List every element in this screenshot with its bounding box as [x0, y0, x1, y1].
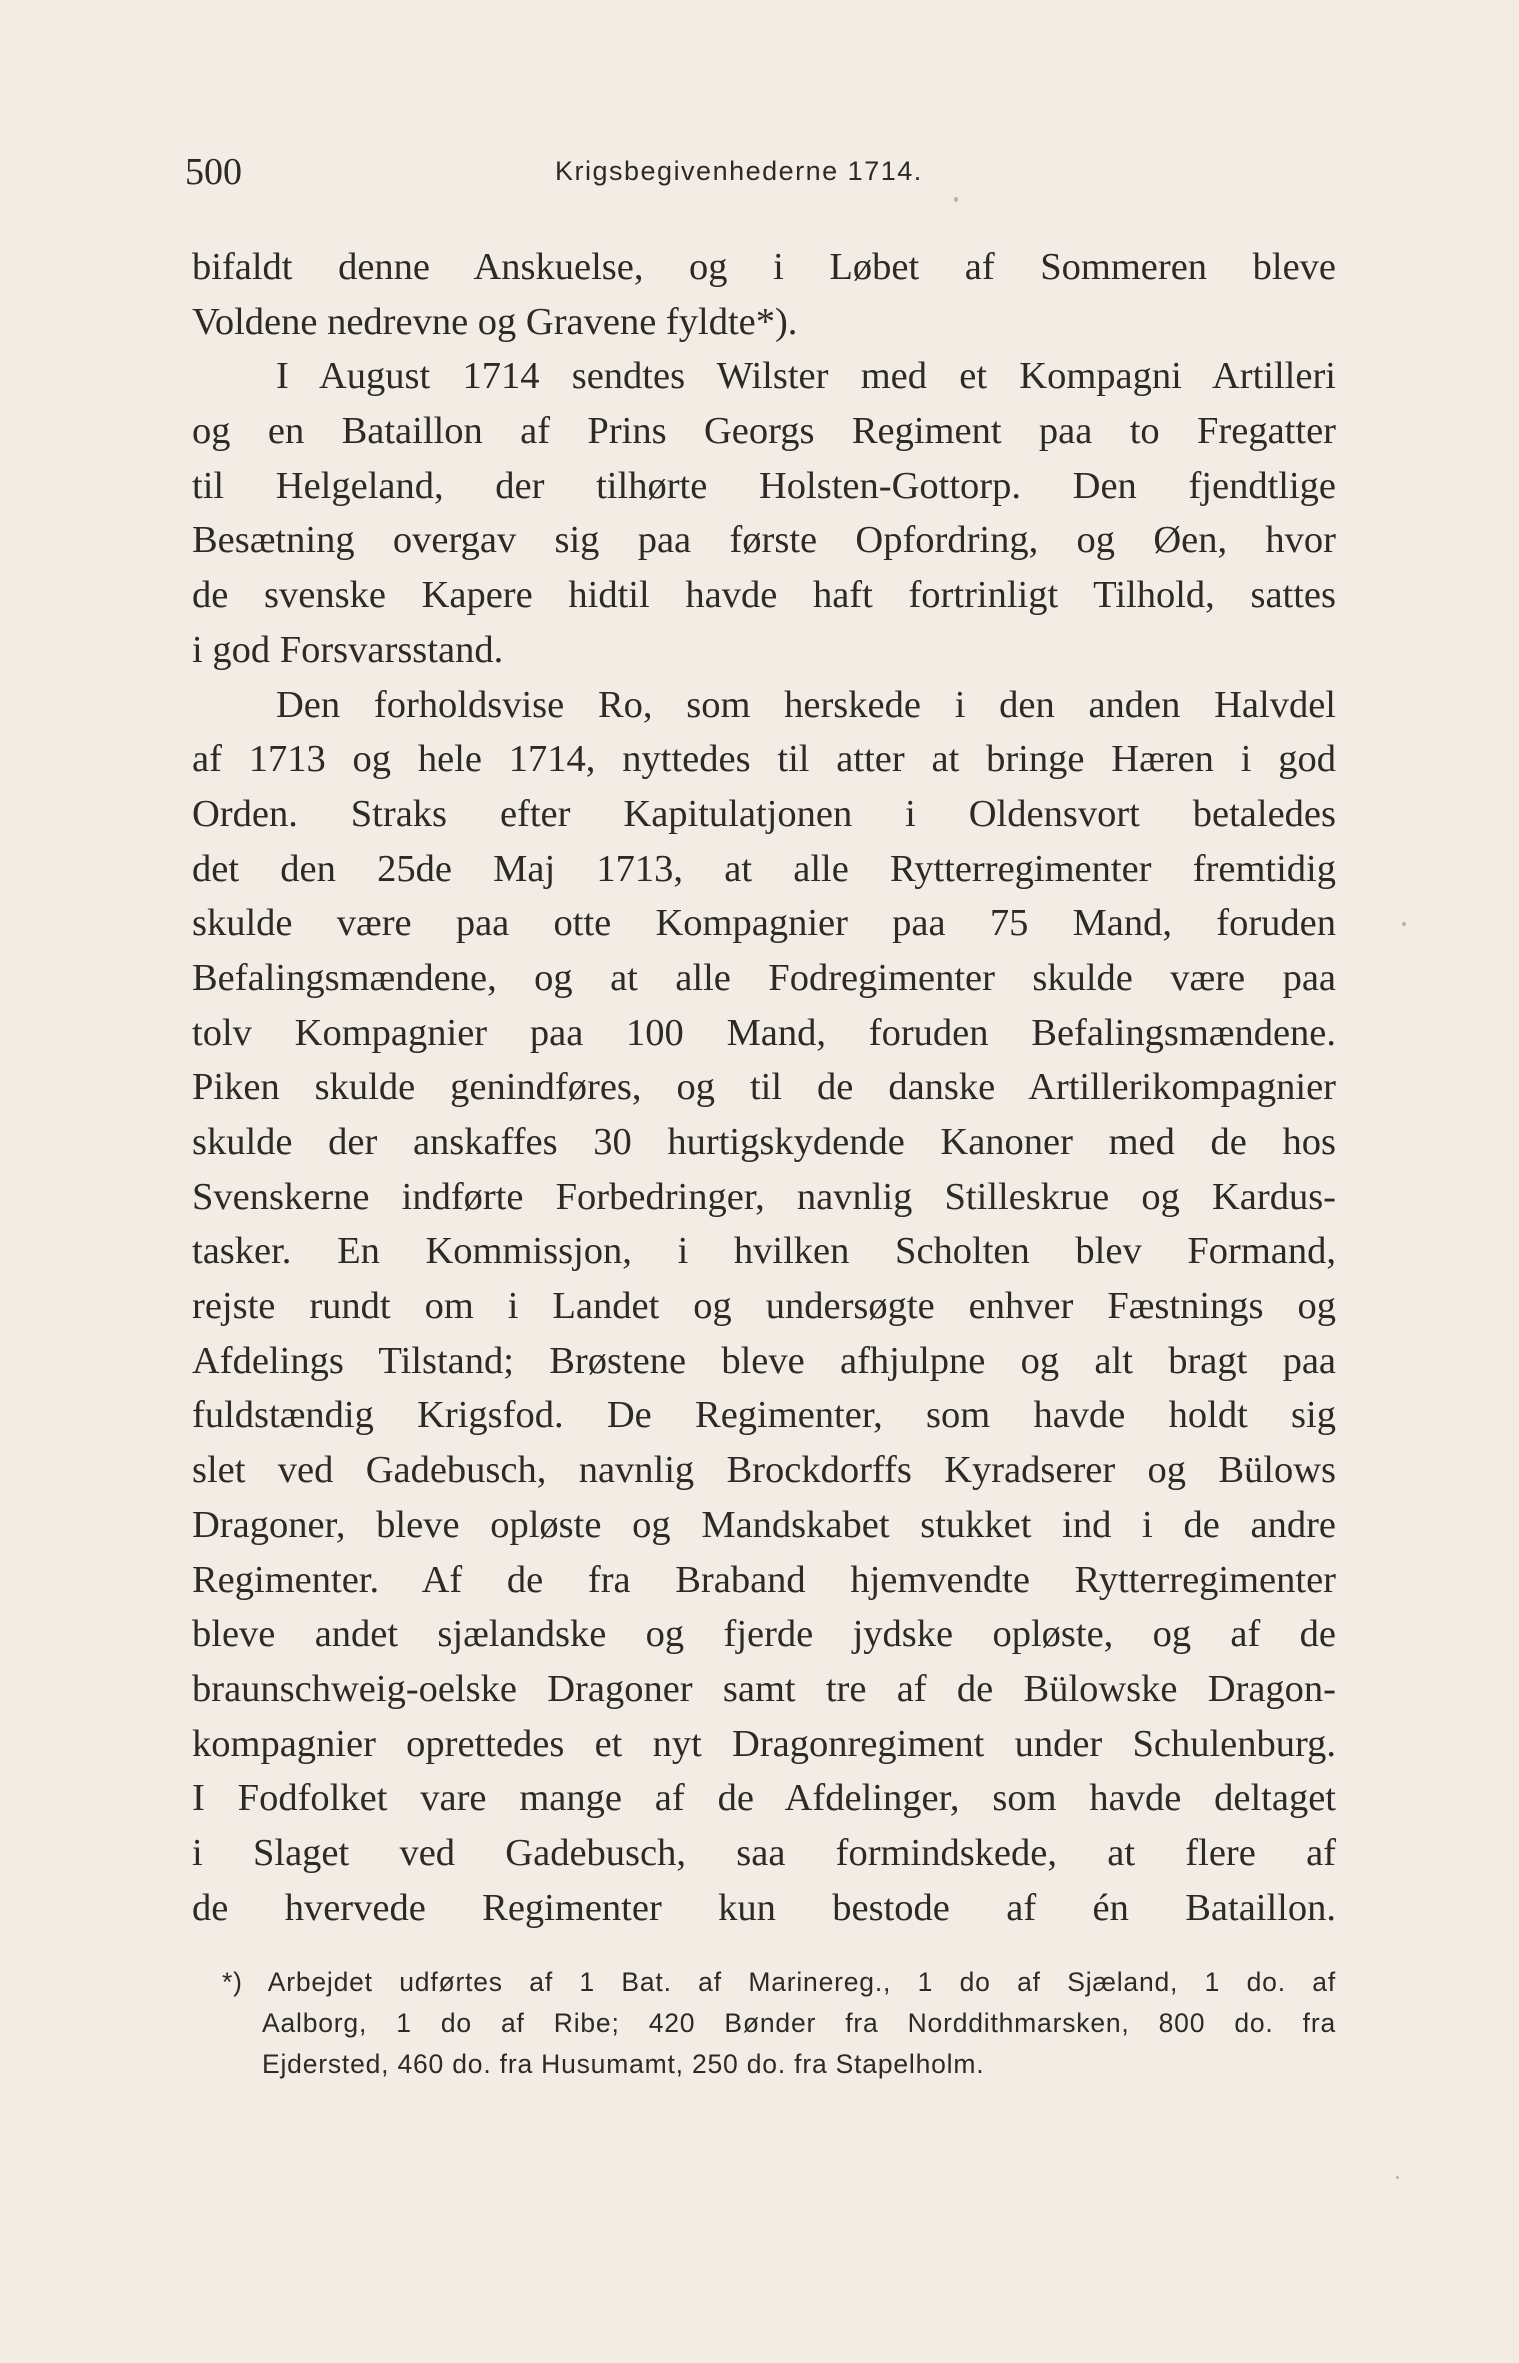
footnote-line: Ejdersted, 460 do. fra Husumamt, 250 do. fra Stapelholm.: [262, 2049, 985, 2079]
text-line: Piken skulde genindføres, og til de danske Artillerikompagnier: [192, 1066, 1336, 1109]
text-line: bifaldt denne Anskuelse, og i Løbet af Sommeren bleve: [192, 246, 1336, 288]
text-line: tolv Kompagnier paa 100 Mand, foruden Befalingsmændene.: [192, 1011, 1336, 1054]
text-line: i Slaget ved Gadebusch, saa formindskede, at flere af: [192, 1831, 1336, 1874]
text-line: skulde der anskaffes 30 hurtigskydende Kanoner med de hos: [192, 1121, 1336, 1163]
text-line: i god Forsvarsstand.: [192, 628, 504, 671]
footnote-line: *) Arbejdet udførtes af 1 Bat. af Marinereg., 1 do af Sjæland, 1 do. af: [222, 1967, 1336, 1997]
text-line: det den 25de Maj 1713, at alle Rytterregimenter fremtidig: [192, 847, 1336, 890]
text-line: Dragoner, bleve opløste og Mandskabet stukket ind i de andre: [192, 1503, 1336, 1546]
text-line: I August 1714 sendtes Wilster med et Kompagni Artilleri: [276, 355, 1336, 398]
text-line: Voldene nedrevne og Gravene fyldte*).: [192, 300, 798, 343]
text-line: tasker. En Kommissjon, i hvilken Scholten blev Formand,: [192, 1230, 1336, 1273]
text-line: af 1713 og hele 1714, nyttedes til atter at bringe Hæren i god: [192, 738, 1336, 781]
paper-speck: [1396, 2176, 1399, 2179]
text-line: de hvervede Regimenter kun bestode af én Bataillon.: [192, 1886, 1336, 1929]
page-header: [185, 150, 1335, 200]
text-line: de svenske Kapere hidtil havde haft fortrinligt Tilhold, sattes: [192, 574, 1336, 617]
running-head: Krigsbegivenhederne 1714.: [555, 156, 923, 186]
text-line: Regimenter. Af de fra Braband hjemvendte Rytterregimenter: [192, 1558, 1336, 1601]
text-line: til Helgeland, der tilhørte Holsten-Gottorp. Den fjendtlige: [192, 464, 1336, 507]
text-line: Besætning overgav sig paa første Opfordring, og Øen, hvor: [192, 519, 1336, 562]
text-line: skulde være paa otte Kompagnier paa 75 Mand, foruden: [192, 902, 1336, 945]
paper-speck: [954, 197, 958, 202]
text-line: fuldstændig Krigsfod. De Regimenter, som havde holdt sig: [192, 1394, 1336, 1437]
text-line: Den forholdsvise Ro, som herskede i den anden Halvdel: [276, 683, 1336, 726]
page-number: 500: [185, 151, 242, 193]
text-line: kompagnier oprettedes et nyt Dragonregiment under Schulenburg.: [192, 1722, 1336, 1765]
text-line: bleve andet sjælandske og fjerde jydske opløste, og af de: [192, 1613, 1336, 1656]
footnote-line: Aalborg, 1 do af Ribe; 420 Bønder fra Norddithmarsken, 800 do. fra: [262, 2008, 1336, 2038]
text-line: Afdelings Tilstand; Brøstene bleve afhjulpne og alt bragt paa: [192, 1339, 1336, 1382]
text-line: Svenskerne indførte Forbedringer, navnlig Stilleskrue og Kardus-: [192, 1175, 1336, 1218]
text-line: rejste rundt om i Landet og undersøgte enhver Fæstnings og: [192, 1285, 1336, 1328]
footnote: [222, 1962, 1336, 2085]
paper-speck: [1402, 922, 1406, 926]
text-line: I Fodfolket vare mange af de Afdelinger, som havde deltaget: [192, 1777, 1336, 1820]
text-line: og en Bataillon af Prins Georgs Regiment paa to Fregatter: [192, 410, 1336, 453]
text-line: braunschweig-oelske Dragoner samt tre af de Bülowske Dragon-: [192, 1667, 1336, 1710]
text-line: slet ved Gadebusch, navnlig Brockdorffs Kyradserer og Bülows: [192, 1449, 1336, 1492]
text-line: Befalingsmændene, og at alle Fodregimenter skulde være paa: [192, 956, 1336, 999]
main-text: [192, 240, 1336, 1935]
text-line: Orden. Straks efter Kapitulatjonen i Oldensvort betaledes: [192, 792, 1336, 835]
